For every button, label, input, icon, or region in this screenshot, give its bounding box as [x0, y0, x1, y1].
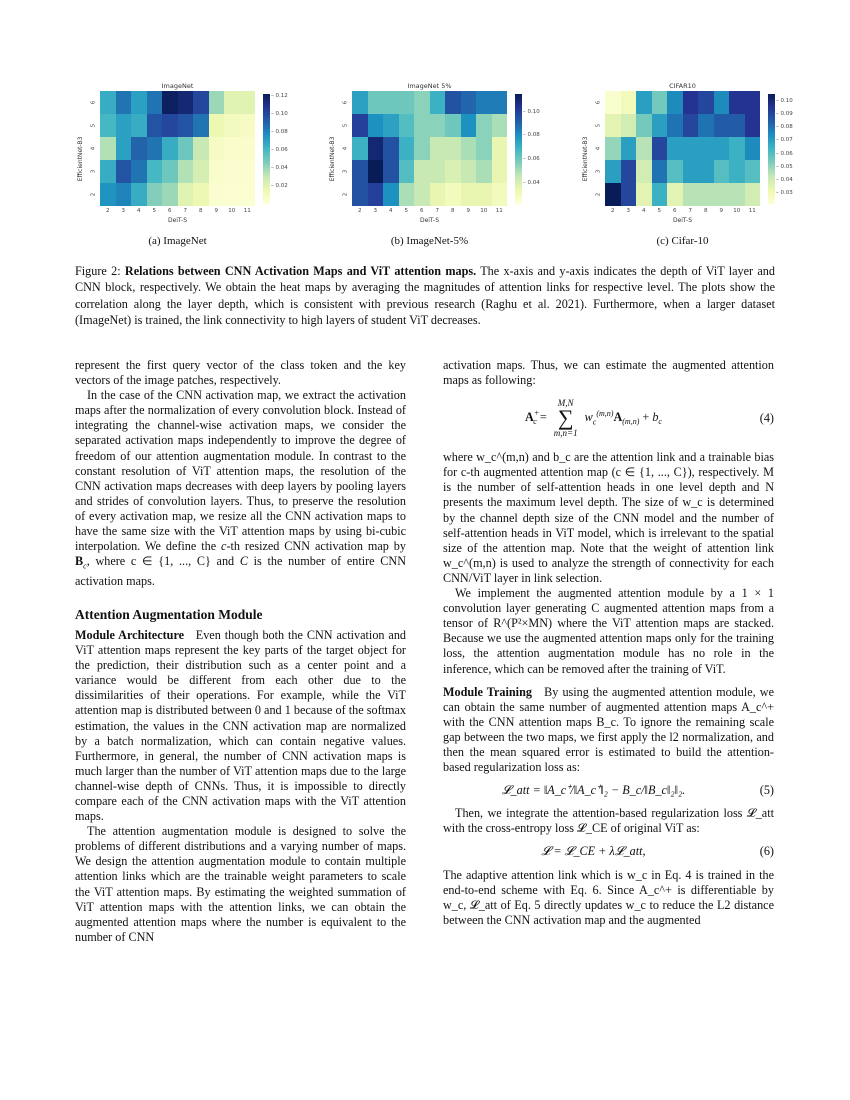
math-C: C [239, 554, 248, 569]
x-tick: 11 [495, 208, 503, 214]
heatmap-cell [131, 183, 147, 206]
heatmap-cell [745, 137, 761, 160]
heatmap-cell [368, 114, 384, 137]
text-run: Even though both the CNN activation and ViT attention maps represent the key parts of the target object for the prediction, their distribution such as a center point and a variance would be different from each other due to the dissimilarities of their operations. For example, while the ViT attention map is distributed between 0 and 1 because of the softmax estimation, the values in the CNN activation map are normalized by a batch normalization, which can contain negative values. Furthermore, in general, the number of CNN activation maps is much larger than the number of ViT attention maps due to the large channel-wise depth of CNNs. Thus, it is impossible to directly compare each of the CNN activation maps with the ViT attention maps. [75, 627, 407, 824]
colorbar-tick: – 0.08 [271, 128, 288, 135]
colorbar-tick: – 0.03 [776, 190, 793, 197]
heatmap-cell [683, 183, 699, 206]
math: M,N [557, 398, 574, 409]
heatmap-cell [698, 137, 714, 160]
section-heading: Attention Augmentation Module [75, 606, 263, 622]
heatmap-cell [352, 114, 368, 137]
heatmap-cell [414, 183, 430, 206]
heatmap-cell [605, 91, 621, 114]
heatmap-cell [461, 114, 477, 137]
heatmap-cell [131, 137, 147, 160]
right-column [443, 358, 774, 928]
heatmap-cell [147, 91, 163, 114]
heatmap-cell [745, 114, 761, 137]
math: + [533, 408, 540, 418]
heatmap-cell [667, 114, 683, 137]
heatmap-cell [383, 183, 399, 206]
colorbar-tick: – 0.10 [523, 108, 540, 115]
heatmap-cell [492, 160, 508, 183]
heatmap-cell [399, 183, 415, 206]
x-tick: 8 [451, 208, 455, 214]
text-run: is the number of entire CNN activation maps. [75, 554, 407, 588]
equation-5 [443, 783, 774, 798]
colorbar-tick: – 0.08 [776, 124, 793, 131]
heatmap-cell [193, 137, 209, 160]
text-run: -th resized CNN activation map by [226, 539, 406, 554]
heatmap-cell [698, 91, 714, 114]
heatmap-cell [209, 91, 225, 114]
heatmap-cell [698, 160, 714, 183]
heatmap-cell [430, 160, 446, 183]
heatmap-cell [399, 114, 415, 137]
heatmap-cell [683, 137, 699, 160]
figure-caption-text: The x-axis and y-axis indicates the depth of ViT layer and CNN block, respectively. We obtain the heat maps by averaging the magnitudes of attention links for respective level. The plots show the correlation along the layer depth, which is consistent with previous research (Raghu et al. 2021). Furthermore, when a larger dataset (ImageNet) is trained, the link connectivity to high layers of student ViT decreases. [75, 264, 775, 327]
heatmap-cell [729, 183, 745, 206]
subcaption: (c) Cifar-10 [656, 235, 709, 247]
heatmap-cell [352, 91, 368, 114]
heatmap-cell [414, 91, 430, 114]
colorbar-tick: – 0.04 [523, 179, 540, 186]
heatmap-cell [476, 91, 492, 114]
heatmap-cell [636, 160, 652, 183]
math: A [525, 409, 534, 424]
heatmap-cell [162, 160, 178, 183]
heatmap-cell [636, 114, 652, 137]
x-tick: 4 [389, 208, 393, 214]
x-tick: 7 [435, 208, 439, 214]
heatmap-cell [476, 160, 492, 183]
heatmap-cell [652, 183, 668, 206]
heatmap-cell [605, 160, 621, 183]
heatmap-cell [383, 160, 399, 183]
y-tick: 4 [595, 146, 601, 151]
heatmap-cell [621, 160, 637, 183]
colorbar-tick: – 0.02 [271, 182, 288, 189]
equation-number: (6) [759, 844, 774, 859]
y-tick: 6 [342, 100, 348, 105]
colorbar-tick: – 0.12 [271, 92, 288, 99]
colorbar-tick: – 0.06 [523, 156, 540, 163]
figure-caption [75, 263, 775, 328]
y-axis-label: EfficientNet-B3 [582, 136, 589, 182]
colorbar-tick: – 0.06 [776, 150, 793, 157]
math: m,n=1 [553, 428, 578, 439]
x-tick: 11 [243, 208, 251, 214]
heatmap-cell [100, 91, 116, 114]
heatmap-cell [605, 183, 621, 206]
heatmap-cell [100, 160, 116, 183]
y-tick: 5 [90, 123, 96, 128]
paragraph: represent the first query vector of the class token and the key vectors of the image patches, respectively. [75, 358, 406, 388]
colorbar-tick: – 0.09 [776, 110, 793, 117]
y-tick: 4 [90, 146, 96, 151]
heatmap-cell [714, 91, 730, 114]
colorbar-tick: – 0.10 [776, 97, 793, 104]
heatmap-cell [162, 114, 178, 137]
paragraph: activation maps. Thus, we can estimate the augmented attention maps as following: [443, 358, 774, 388]
heatmap-cell [131, 114, 147, 137]
equation-body: 𝓛_att = ‖A_c⁺/‖A_c⁺‖₂ − B_c/‖B_c‖₂‖₂. [501, 783, 686, 798]
run-in-heading: Module Training [443, 684, 532, 699]
heatmap-cell [368, 137, 384, 160]
heatmap-cell [116, 137, 132, 160]
y-tick: 2 [595, 192, 601, 197]
heatmap-cell [714, 114, 730, 137]
heatmap-cell [636, 183, 652, 206]
heatmap-cell [209, 114, 225, 137]
heatmap-cell [383, 91, 399, 114]
heatmap-cell [352, 183, 368, 206]
x-tick: 8 [199, 208, 203, 214]
heatmap-grid [605, 91, 760, 206]
run-in-heading: Module Architecture [75, 627, 185, 642]
x-tick: 4 [137, 208, 141, 214]
x-tick: 6 [420, 208, 424, 214]
heatmap-cell [116, 91, 132, 114]
x-tick: 3 [373, 208, 377, 214]
heatmap-cell [461, 137, 477, 160]
heatmap-cell [698, 183, 714, 206]
colorbar-tick: – 0.10 [271, 110, 288, 117]
x-tick: 2 [611, 208, 615, 214]
heatmap-cell [209, 160, 225, 183]
colorbar-tick: – 0.08 [523, 132, 540, 139]
x-tick: 9 [719, 208, 723, 214]
heatmap-cell [383, 114, 399, 137]
x-tick: 5 [404, 208, 408, 214]
x-tick: 8 [704, 208, 708, 214]
heatmap-cell [240, 114, 256, 137]
y-axis-label: EfficientNet-B3 [77, 136, 84, 182]
heatmap-cell [667, 160, 683, 183]
heatmap-cell [178, 183, 194, 206]
heatmap-cell [683, 91, 699, 114]
heatmap-title: ImageNet [161, 82, 194, 90]
x-tick: 9 [214, 208, 218, 214]
y-tick: 5 [342, 123, 348, 128]
colorbar-ticks [271, 94, 301, 204]
colorbar [263, 94, 270, 204]
heatmap-cell [399, 137, 415, 160]
y-ticks [89, 91, 97, 206]
heatmap-cell [100, 183, 116, 206]
paragraph [443, 685, 774, 776]
x-ticks [352, 208, 507, 214]
heatmap-cell [714, 137, 730, 160]
heatmap-cell [430, 114, 446, 137]
heatmap-cell [162, 137, 178, 160]
x-tick: 2 [106, 208, 110, 214]
heatmap-cell [399, 160, 415, 183]
heatmap-cell [729, 91, 745, 114]
heatmap-cell [683, 160, 699, 183]
figure-number: Figure 2: [75, 264, 121, 278]
heatmap-cell [652, 91, 668, 114]
heatmap-cell [636, 91, 652, 114]
heatmap-cell [445, 183, 461, 206]
x-tick: 7 [688, 208, 692, 214]
math-c: c [221, 539, 227, 554]
x-tick: 10 [733, 208, 741, 214]
heatmap-cell [116, 114, 132, 137]
heatmap-cell [178, 91, 194, 114]
text-run: , where c ∈ {1, ..., C} and [86, 554, 240, 569]
math-B: B [75, 554, 84, 569]
x-tick: 5 [657, 208, 661, 214]
y-tick: 4 [342, 146, 348, 151]
heatmap-cell [240, 183, 256, 206]
heatmap-cell [445, 137, 461, 160]
heatmap-cell [461, 91, 477, 114]
heatmap-cell [445, 160, 461, 183]
y-tick: 3 [595, 169, 601, 174]
y-tick: 5 [595, 123, 601, 128]
paragraph: where w_c^(m,n) and b_c are the attention link and a trainable bias for c-th augmented attention map (c ∈ {1, ..., C}), respectively. M is the number of self-attention heads in one level depth and N presents the maximum level depth. The size of w_c is determined by the channel depth size of the CNN model and the number of self-attention heads in ViT model, which is irrelevant to the spatial size of the attention map. Note that the weight of attention link w_c^(m,n) is used to analyze the strength of connectivity for each CNN/ViT layer in link selection. [443, 450, 774, 585]
colorbar [768, 94, 775, 204]
heatmap-cell [492, 114, 508, 137]
colorbar-ticks [776, 94, 806, 204]
heatmap-cell [399, 91, 415, 114]
colorbar-tick: – 0.04 [776, 177, 793, 184]
y-tick: 6 [595, 100, 601, 105]
x-axis-label: DeiT-S [672, 217, 693, 224]
heatmap-cell [147, 183, 163, 206]
x-tick: 10 [480, 208, 488, 214]
x-tick: 11 [748, 208, 756, 214]
heatmap-cell [430, 183, 446, 206]
x-tick: 6 [673, 208, 677, 214]
heatmap-cell [240, 160, 256, 183]
y-ticks [341, 91, 349, 206]
heatmap-cell [178, 137, 194, 160]
heatmap-cell [621, 114, 637, 137]
text-run: In the case of the CNN activation map, we extract the activation maps after the normalization of every convolution block. Instead of integrating the channel-wise activation maps, we consider the separated activation maps independently to improve the degree of freedom of our attention augmentation module. In contrast to the constant resolution of ViT attention maps, the resolution of the CNN activation maps decreases with deep layers by pooling layers and strides of convolution layers. Thus, to preserve the resolution of every activation map, we resize all the CNN activation maps to have the same size with the ViT attention maps by using bi-cubic interpolation. We define the [75, 388, 406, 554]
equation-body: 𝓛 = 𝓛_CE + λ𝓛_att, [541, 844, 646, 859]
x-tick: 4 [642, 208, 646, 214]
math: c [533, 417, 537, 427]
colorbar-ticks [523, 94, 553, 204]
heatmap-cell [621, 91, 637, 114]
heatmap-title: CIFAR10 [669, 82, 696, 90]
heatmap-cell [147, 114, 163, 137]
figure-2 [75, 82, 793, 252]
heatmap-cell [147, 137, 163, 160]
heatmap-cell [605, 137, 621, 160]
x-axis-label: DeiT-S [167, 217, 188, 224]
heatmap-cell [131, 91, 147, 114]
heatmap-cell [652, 114, 668, 137]
heatmap-cell [667, 137, 683, 160]
text-run: By using the augmented attention module, we can obtain the same number of augmented attention maps A_c^+ with the CNN attention maps B_c. To ignore the remaining scale gap between the two maps, we first apply the l2 normalization, and then the mean squared error is estimated to build the attention-based regularization loss as: [443, 684, 774, 775]
x-ticks [100, 208, 255, 214]
heatmap-cell [667, 91, 683, 114]
x-tick: 2 [358, 208, 362, 214]
heatmap-cell [636, 137, 652, 160]
colorbar-tick: – 0.07 [776, 137, 793, 144]
heatmap-cell [667, 183, 683, 206]
heatmap-cell [476, 183, 492, 206]
heatmap-cell [605, 114, 621, 137]
y-tick: 2 [90, 192, 96, 197]
heatmap-cell [621, 137, 637, 160]
heatmap-cell [224, 91, 240, 114]
heatmap-grid [352, 91, 507, 206]
paragraph: We implement the augmented attention module by a 1 × 1 convolution layer generating C augmented attention maps from a tensor of R^(P²×MN) where the ViT attention maps are stacked. Because we use the augmented attention maps only for the training loss, the attention augmentation module has no role in the inference, which can be removed after the training of ViT. [443, 586, 774, 676]
heatmap-cell [240, 91, 256, 114]
equation-4 [443, 398, 774, 438]
heatmap-panel-imagenet-5 [327, 82, 547, 252]
equation-number: (5) [759, 783, 774, 798]
heatmap-cell [368, 183, 384, 206]
x-ticks [605, 208, 760, 214]
x-tick: 5 [152, 208, 156, 214]
equation-body: $A^+_c$ = M,N ∑ m,n=1 $w_c^{(m,n)}A_{(m,n)} + b_c$ [525, 398, 662, 439]
heatmap-cell [729, 114, 745, 137]
heatmap-cell [162, 183, 178, 206]
heatmap-panel-cifar10 [580, 82, 800, 252]
heatmap-cell [368, 160, 384, 183]
heatmap-cell [193, 91, 209, 114]
y-tick: 3 [90, 169, 96, 174]
heatmap-cell [224, 114, 240, 137]
y-axis-label: EfficientNet-B3 [329, 136, 336, 182]
heatmap-cell [178, 114, 194, 137]
heatmap-cell [729, 137, 745, 160]
x-tick: 3 [121, 208, 125, 214]
heatmap-cell [147, 160, 163, 183]
heatmap-cell [383, 137, 399, 160]
y-ticks [594, 91, 602, 206]
subcaption: (b) ImageNet-5% [390, 235, 469, 247]
heatmap-cell [714, 160, 730, 183]
paragraph [75, 628, 406, 824]
heatmap-cell [492, 91, 508, 114]
heatmap-cell [698, 114, 714, 137]
heatmap-cell [652, 160, 668, 183]
y-tick: 2 [342, 192, 348, 197]
heatmap-cell [116, 160, 132, 183]
paragraph: Then, we integrate the attention-based regularization loss 𝓛_att with the cross-entropy loss 𝓛_CE of original ViT as: [443, 806, 774, 836]
heatmap-cell [209, 137, 225, 160]
heatmap-cell [729, 160, 745, 183]
x-tick: 3 [626, 208, 630, 214]
heatmap-cell [461, 160, 477, 183]
heatmap-cell [100, 137, 116, 160]
subcaption: (a) ImageNet [148, 235, 207, 247]
heatmap-cell [683, 114, 699, 137]
summation-icon: M,N ∑ m,n=1 [553, 398, 578, 439]
heatmap-grid [100, 91, 255, 206]
x-tick: 6 [168, 208, 172, 214]
heatmap-cell [116, 183, 132, 206]
heatmap-cell [209, 183, 225, 206]
heatmap-cell [652, 137, 668, 160]
paragraph [75, 388, 406, 589]
heatmap-cell [461, 183, 477, 206]
heatmap-cell [492, 137, 508, 160]
y-tick: 3 [342, 169, 348, 174]
heatmap-cell [193, 183, 209, 206]
heatmap-cell [224, 137, 240, 160]
heatmap-cell [492, 183, 508, 206]
heatmap-panel-imagenet [75, 82, 295, 252]
heatmap-cell [193, 114, 209, 137]
y-tick: 6 [90, 100, 96, 105]
equation-number: (4) [759, 410, 774, 425]
heatmap-cell [745, 183, 761, 206]
colorbar [515, 94, 522, 204]
paragraph: The adaptive attention link which is w_c in Eq. 4 is trained in the end-to-end scheme with Eq. 6. Since A_c^+ is differentiable by w_c, 𝓛_att of Eq. 5 directly updates w_c to reduce the L2 distance between the CNN activation map and the augmented [443, 867, 774, 927]
heatmap-cell [745, 91, 761, 114]
colorbar-tick: – 0.04 [271, 164, 288, 171]
heatmap-cell [745, 160, 761, 183]
heatmap-cell [100, 114, 116, 137]
x-tick: 10 [228, 208, 236, 214]
math-sub: c [83, 561, 87, 571]
heatmap-cell [414, 114, 430, 137]
heatmap-cell [131, 160, 147, 183]
heatmap-cell [224, 183, 240, 206]
heatmap-cell [414, 137, 430, 160]
heatmap-cell [162, 91, 178, 114]
heatmap-cell [368, 91, 384, 114]
x-tick: 7 [183, 208, 187, 214]
heatmap-cell [178, 160, 194, 183]
heatmap-cell [445, 114, 461, 137]
heatmap-cell [445, 91, 461, 114]
heatmap-cell [476, 114, 492, 137]
heatmap-cell [714, 183, 730, 206]
left-column [75, 358, 406, 945]
heatmap-cell [193, 160, 209, 183]
figure-title: Relations between CNN Activation Maps and ViT attention maps. [124, 264, 477, 278]
heatmap-cell [224, 160, 240, 183]
x-tick: 9 [466, 208, 470, 214]
colorbar-tick: – 0.05 [776, 163, 793, 170]
heatmap-cell [240, 137, 256, 160]
heatmap-cell [414, 160, 430, 183]
colorbar-tick: – 0.06 [271, 146, 288, 153]
heatmap-cell [352, 160, 368, 183]
x-axis-label: DeiT-S [419, 217, 440, 224]
heatmap-cell [476, 137, 492, 160]
paragraph: The attention augmentation module is designed to solve the problems of different distributions and a varying number of maps. We design the attention augmentation module to contain multiple attention links which are the trainable weight parameters to scale the ViT attention maps. By estimating the weighted summation of ViT attention maps with the attention links, we can obtain the augmented attention maps where the number is equivalent to the number of CNN [75, 824, 406, 944]
equation-6 [443, 844, 774, 859]
heatmap-cell [430, 91, 446, 114]
heatmap-title: ImageNet 5% [407, 82, 452, 90]
heatmap-cell [430, 137, 446, 160]
heatmap-cell [352, 137, 368, 160]
heatmap-cell [621, 183, 637, 206]
